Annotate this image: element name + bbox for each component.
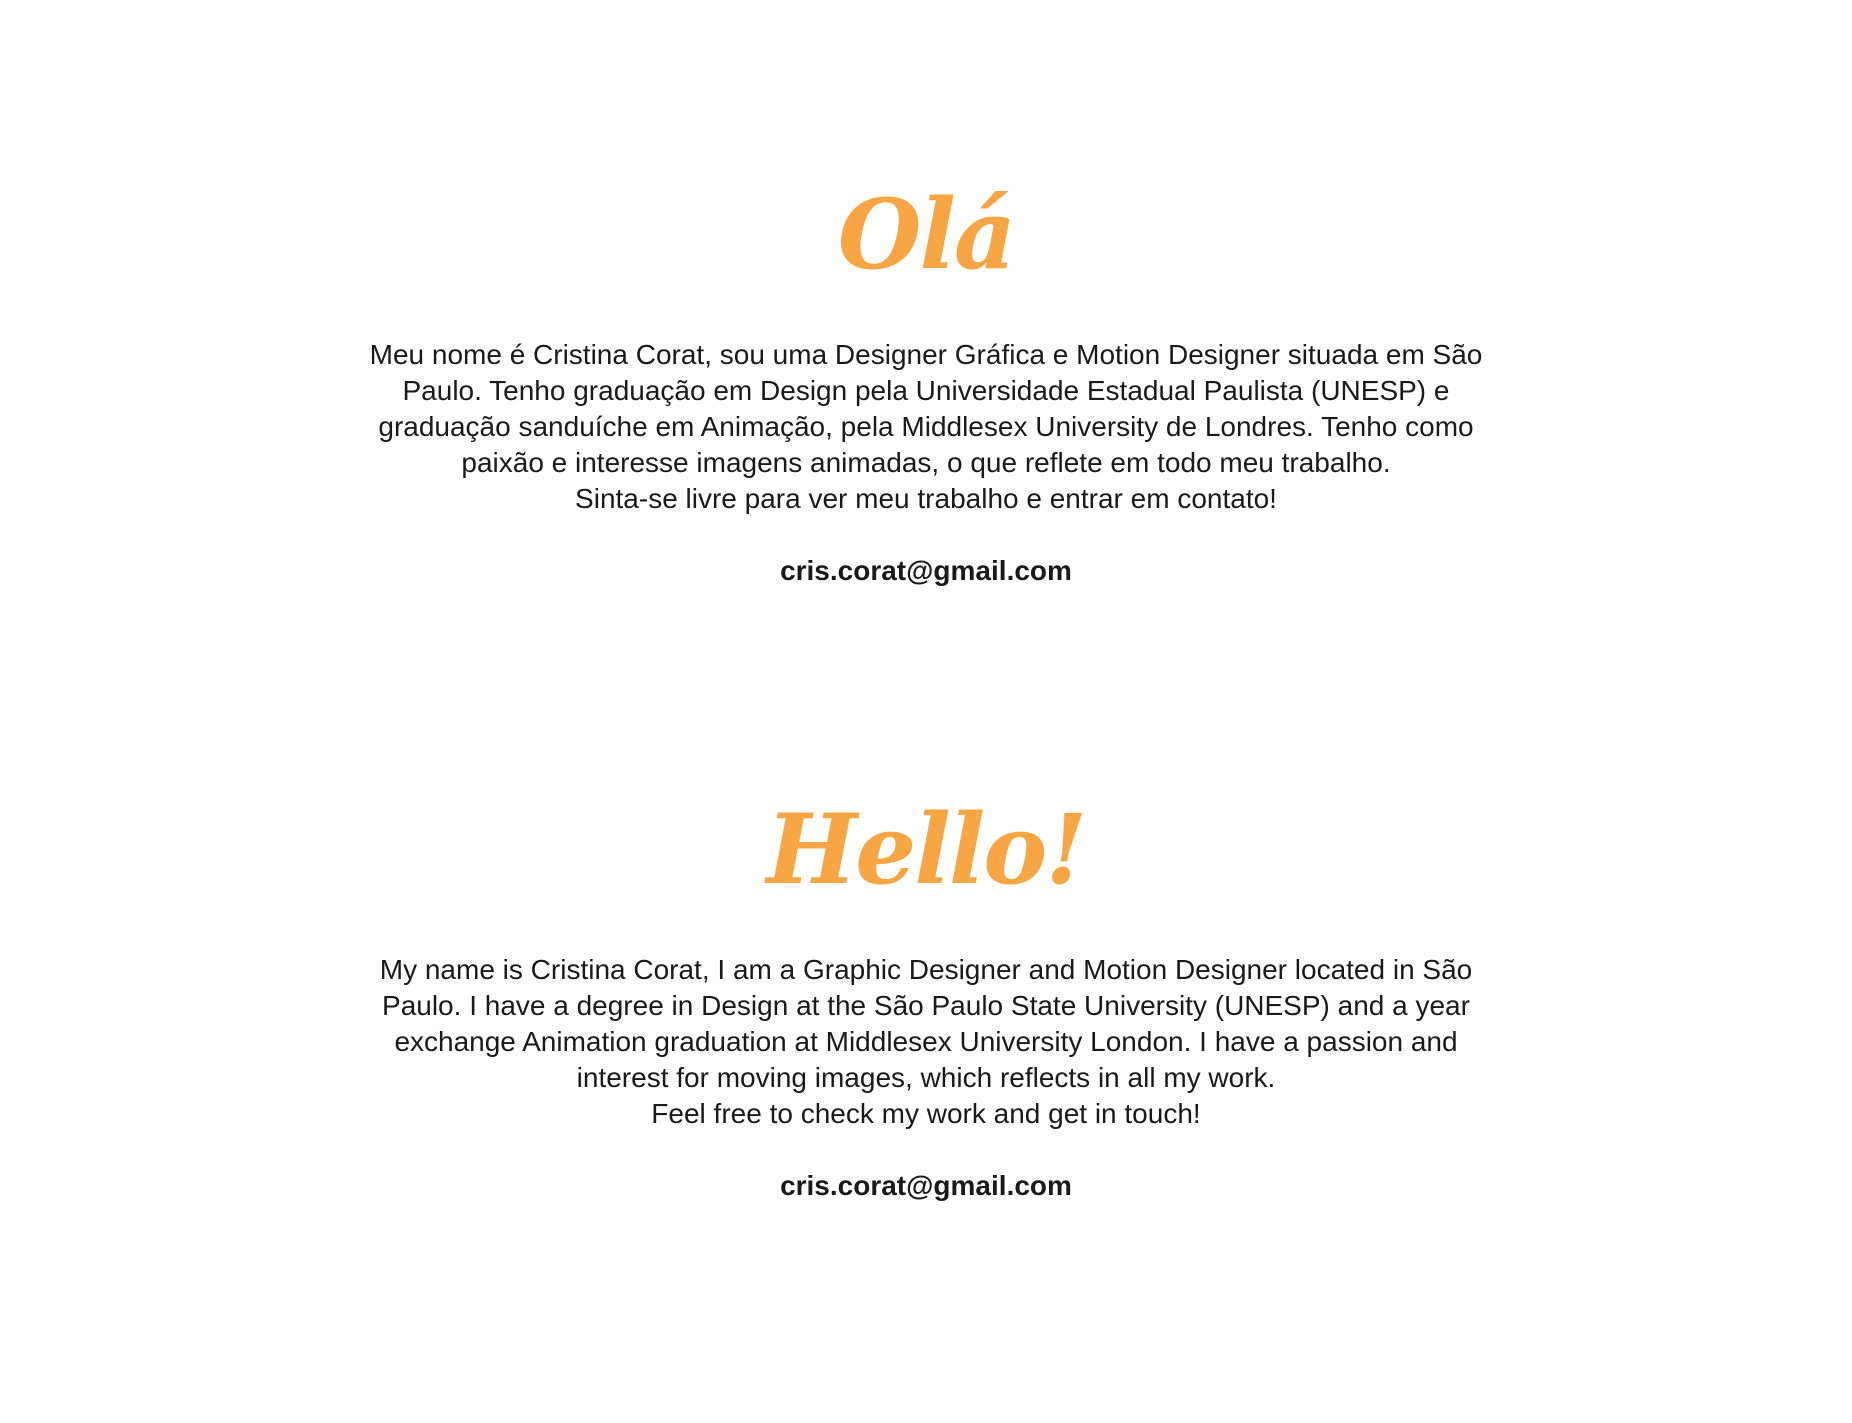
portuguese-heading: Olá: [837, 178, 1015, 291]
portuguese-email-link[interactable]: cris.corat@gmail.com: [780, 555, 1072, 586]
bio-line: My name is Cristina Corat, I am a Graphic Designer and Motion Designer located in São: [379, 954, 1473, 985]
bio-line: interest for moving images, which reflects in all my work.: [576, 1062, 1276, 1093]
bio-line: Meu nome é Cristina Corat, sou uma Designer Gráfica e Motion Designer situada em São: [369, 339, 1483, 370]
bio-line: Sinta-se livre para ver meu trabalho e entrar em contato!: [575, 483, 1277, 514]
english-section: [0, 790, 1852, 1204]
bio-line: Paulo. Tenho graduação em Design pela Universidade Estadual Paulista (UNESP) e: [402, 375, 1450, 406]
portuguese-bio: [336, 337, 1516, 517]
bio-line: Paulo. I have a degree in Design at the São Paulo State University (UNESP) and a year: [382, 990, 1470, 1021]
bio-line: Feel free to check my work and get in touch!: [651, 1098, 1201, 1129]
portuguese-section: [0, 175, 1852, 589]
bio-line: paixão e interesse imagens animadas, o que reflete em todo meu trabalho.: [461, 447, 1391, 478]
bio-line: exchange Animation graduation at Middlesex University London. I have a passion and: [394, 1026, 1458, 1057]
english-bio: [336, 952, 1516, 1132]
bio-line: graduação sanduíche em Animação, pela Middlesex University de Londres. Tenho como: [378, 411, 1474, 442]
english-heading: Hello!: [766, 793, 1086, 906]
english-email-link[interactable]: cris.corat@gmail.com: [780, 1170, 1072, 1201]
